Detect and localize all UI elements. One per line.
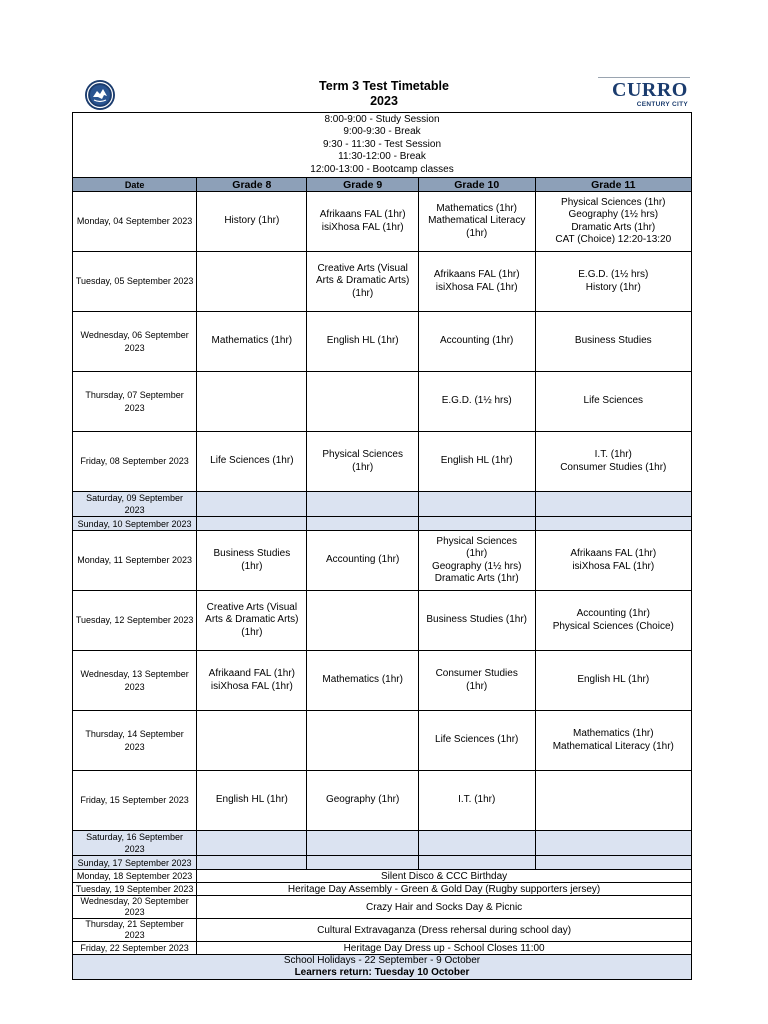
page-title: Term 3 Test Timetable (319, 79, 449, 93)
date-cell: Friday, 08 September 2023 (73, 432, 197, 492)
subject-line: Geography (1½ hrs) (568, 209, 659, 221)
subject-line: Dramatic Arts (1hr) (434, 572, 519, 584)
footer-cell (73, 955, 692, 980)
subject-line: Life Sciences (583, 395, 644, 407)
subject-line: Accounting (1hr) (325, 554, 400, 566)
event-date-cell: Tuesday, 19 September 2023 (73, 883, 197, 896)
weekend-empty-cell (418, 517, 535, 531)
subject-line: Geography (1½ hrs) (431, 560, 522, 572)
subject-line: Mathematics (1hr) (436, 203, 517, 215)
subject-cell-g10 (418, 711, 535, 771)
subject-cell-g10 (418, 771, 535, 831)
date-cell: Friday, 15 September 2023 (73, 771, 197, 831)
schedule-line: 9:30 - 11:30 - Test Session (322, 138, 442, 150)
curro-logo (598, 77, 690, 111)
subject-cell-g8 (197, 591, 307, 651)
column-header-grade-10: Grade 10 (418, 178, 535, 192)
subject-cell-g11 (535, 711, 691, 771)
subject-cell-g10 (418, 372, 535, 432)
subject-line: Consumer Studies (1hr) (560, 461, 667, 473)
date-cell: Thursday, 07 September 2023 (73, 372, 197, 432)
subject-line: E.G.D. (1½ hrs) (578, 269, 649, 281)
subject-line: Mathematical Literacy (1hr) (552, 740, 674, 752)
column-header-grade-9: Grade 9 (307, 178, 418, 192)
subject-cell-g11 (535, 432, 691, 492)
date-cell: Thursday, 14 September 2023 (73, 711, 197, 771)
subject-line: Dramatic Arts (1hr) (571, 221, 656, 233)
subject-line: Afrikaans FAL (1hr) (570, 548, 657, 560)
holidays-note: School Holidays - 22 September - 9 October (283, 955, 481, 966)
column-header-grade-11: Grade 11 (535, 178, 691, 192)
schedule-row (73, 113, 692, 178)
event-row (73, 896, 692, 919)
subject-line: (1hr) (352, 461, 374, 473)
subject-cell-g9 (307, 312, 418, 372)
date-cell: Monday, 11 September 2023 (73, 531, 197, 591)
subject-cell-g8 (197, 372, 307, 432)
subject-line: (1hr) (466, 548, 488, 560)
subject-line: English HL (1hr) (577, 674, 650, 686)
schedule-cell (73, 113, 692, 178)
timetable (72, 112, 692, 980)
subject-cell-g10 (418, 192, 535, 252)
schedule-line: 8:00-9:00 - Study Session (324, 113, 440, 125)
subject-line: Accounting (1hr) (440, 335, 514, 347)
subject-line: isiXhosa FAL (1hr) (435, 281, 518, 293)
weekend-empty-cell (418, 856, 535, 870)
exam-row (73, 372, 692, 432)
weekend-empty-cell (307, 856, 418, 870)
subject-line: (1hr) (466, 227, 488, 239)
weekend-row (73, 831, 692, 856)
weekend-empty-cell (307, 492, 418, 517)
subject-cell-g11 (535, 591, 691, 651)
weekend-date-cell: Saturday, 09 September 2023 (73, 492, 197, 517)
event-row (73, 883, 692, 896)
subject-line: Afrikaand FAL (1hr) (208, 668, 296, 680)
weekend-empty-cell (535, 517, 691, 531)
subject-line: Arts & Dramatic Arts) (315, 275, 410, 287)
subject-line: (1hr) (352, 287, 374, 299)
weekend-empty-cell (307, 831, 418, 856)
brand-subtitle: CENTURY CITY (636, 101, 688, 108)
subject-line: Business Studies (213, 548, 291, 560)
subject-cell-g9 (307, 192, 418, 252)
weekend-row (73, 517, 692, 531)
subject-line: E.G.D. (1½ hrs) (441, 395, 512, 407)
subject-line: isiXhosa FAL (1hr) (572, 560, 655, 572)
subject-line: Afrikaans FAL (1hr) (433, 269, 520, 281)
event-description: Heritage Day Dress up - School Closes 11:00 (197, 942, 692, 955)
subject-line: (1hr) (241, 560, 263, 572)
exam-row (73, 252, 692, 312)
subject-line: Mathematics (1hr) (572, 728, 654, 740)
weekend-row (73, 492, 692, 517)
weekend-empty-cell (418, 831, 535, 856)
exam-row (73, 312, 692, 372)
subject-cell-g8 (197, 432, 307, 492)
subject-line: English HL (1hr) (215, 794, 288, 806)
subject-cell-g9 (307, 372, 418, 432)
subject-cell-g8 (197, 711, 307, 771)
subject-cell-g10 (418, 312, 535, 372)
event-row (73, 870, 692, 883)
page-year: 2023 (370, 94, 398, 108)
event-description: Cultural Extravaganza (Dress rehersal during school day) (197, 919, 692, 942)
subject-cell-g9 (307, 771, 418, 831)
subject-line: Mathematics (1hr) (211, 335, 293, 347)
subject-line: Life Sciences (1hr) (435, 734, 519, 746)
event-date-cell: Wednesday, 20 September 2023 (73, 896, 197, 919)
brand-name: CURRO (612, 79, 688, 101)
subject-line: I.T. (1hr) (458, 794, 496, 806)
date-cell: Tuesday, 12 September 2023 (73, 591, 197, 651)
subject-cell-g9 (307, 591, 418, 651)
weekend-empty-cell (197, 492, 307, 517)
subject-line: History (1hr) (585, 281, 641, 293)
logo-rule (598, 77, 690, 78)
subject-cell-g11 (535, 651, 691, 711)
column-header-date: Date (73, 178, 197, 192)
subject-cell-g9 (307, 651, 418, 711)
weekend-empty-cell (535, 831, 691, 856)
subject-line: History (1hr) (224, 215, 280, 227)
weekend-empty-cell (535, 856, 691, 870)
event-description: Silent Disco & CCC Birthday (197, 870, 692, 883)
subject-cell-g9 (307, 711, 418, 771)
return-note: Learners return: Tuesday 10 October (294, 967, 470, 978)
schedule-line: 11:30-12:00 - Break (338, 151, 426, 163)
subject-line: Physical Sciences (Choice) (552, 620, 674, 632)
date-cell: Wednesday, 06 September 2023 (73, 312, 197, 372)
weekend-empty-cell (197, 517, 307, 531)
exam-row (73, 591, 692, 651)
subject-cell-g11 (535, 312, 691, 372)
header-row (73, 178, 692, 192)
date-cell: Monday, 04 September 2023 (73, 192, 197, 252)
subject-line: (1hr) (466, 680, 488, 692)
weekend-empty-cell (418, 492, 535, 517)
exam-row (73, 531, 692, 591)
subject-cell-g11 (535, 531, 691, 591)
subject-line: English HL (1hr) (440, 455, 513, 467)
footer-row (73, 955, 692, 980)
subject-cell-g9 (307, 531, 418, 591)
subject-cell-g9 (307, 432, 418, 492)
subject-cell-g8 (197, 651, 307, 711)
weekend-row (73, 856, 692, 870)
date-cell: Tuesday, 05 September 2023 (73, 252, 197, 312)
subject-line: Geography (1hr) (325, 794, 400, 806)
weekend-date-cell: Sunday, 10 September 2023 (73, 517, 197, 531)
weekend-empty-cell (197, 831, 307, 856)
subject-line: Afrikaans FAL (1hr) (319, 209, 406, 221)
subject-line: Mathematical Literacy (428, 215, 526, 227)
date-cell: Wednesday, 13 September 2023 (73, 651, 197, 711)
subject-line: isiXhosa FAL (1hr) (321, 221, 404, 233)
subject-line: Creative Arts (Visual (317, 263, 408, 275)
subject-line: Arts & Dramatic Arts) (205, 614, 299, 626)
column-header-grade-8: Grade 8 (197, 178, 307, 192)
subject-line: Physical Sciences (322, 449, 403, 461)
subject-cell-g9 (307, 252, 418, 312)
subject-cell-g8 (197, 771, 307, 831)
event-row (73, 919, 692, 942)
event-date-cell: Thursday, 21 September 2023 (73, 919, 197, 942)
subject-cell-g11 (535, 252, 691, 312)
subject-cell-g8 (197, 312, 307, 372)
subject-line: Mathematics (1hr) (322, 674, 403, 686)
subject-cell-g8 (197, 252, 307, 312)
subject-line: CAT (Choice) 12:20-13:20 (555, 233, 672, 245)
subject-cell-g8 (197, 192, 307, 252)
exam-row (73, 711, 692, 771)
subject-line: isiXhosa FAL (1hr) (210, 680, 293, 692)
exam-row (73, 771, 692, 831)
subject-line: Life Sciences (1hr) (210, 455, 294, 467)
event-row (73, 942, 692, 955)
schedule-line: 9:00-9:30 - Break (343, 126, 421, 138)
subject-line: Consumer Studies (435, 668, 518, 680)
subject-line: Accounting (1hr) (576, 608, 650, 620)
subject-cell-g10 (418, 591, 535, 651)
subject-cell-g8 (197, 531, 307, 591)
subject-line: Business Studies (1hr) (426, 614, 527, 626)
subject-line: Business Studies (574, 335, 652, 347)
subject-cell-g11 (535, 771, 691, 831)
event-description: Heritage Day Assembly - Green & Gold Day (Rugby supporters jersey) (197, 883, 692, 896)
subject-cell-g10 (418, 432, 535, 492)
exam-row (73, 192, 692, 252)
event-date-cell: Monday, 18 September 2023 (73, 870, 197, 883)
subject-cell-g10 (418, 651, 535, 711)
subject-line: (1hr) (241, 626, 263, 638)
weekend-empty-cell (535, 492, 691, 517)
subject-cell-g10 (418, 252, 535, 312)
weekend-empty-cell (307, 517, 418, 531)
event-date-cell: Friday, 22 September 2023 (73, 942, 197, 955)
exam-row (73, 651, 692, 711)
weekend-date-cell: Sunday, 17 September 2023 (73, 856, 197, 870)
subject-cell-g11 (535, 192, 691, 252)
subject-line: Physical Sciences (1hr) (561, 196, 666, 208)
subject-line: Creative Arts (Visual (206, 602, 298, 614)
exam-row (73, 432, 692, 492)
subject-cell-g10 (418, 531, 535, 591)
subject-line: Physical Sciences (436, 535, 517, 547)
schedule-line: 12:00-13:00 - Bootcamp classes (310, 163, 454, 175)
weekend-date-cell: Saturday, 16 September 2023 (73, 831, 197, 856)
event-description: Crazy Hair and Socks Day & Picnic (197, 896, 692, 919)
subject-cell-g11 (535, 372, 691, 432)
weekend-empty-cell (197, 856, 307, 870)
subject-line: I.T. (1hr) (594, 449, 632, 461)
subject-line: English HL (1hr) (326, 335, 399, 347)
